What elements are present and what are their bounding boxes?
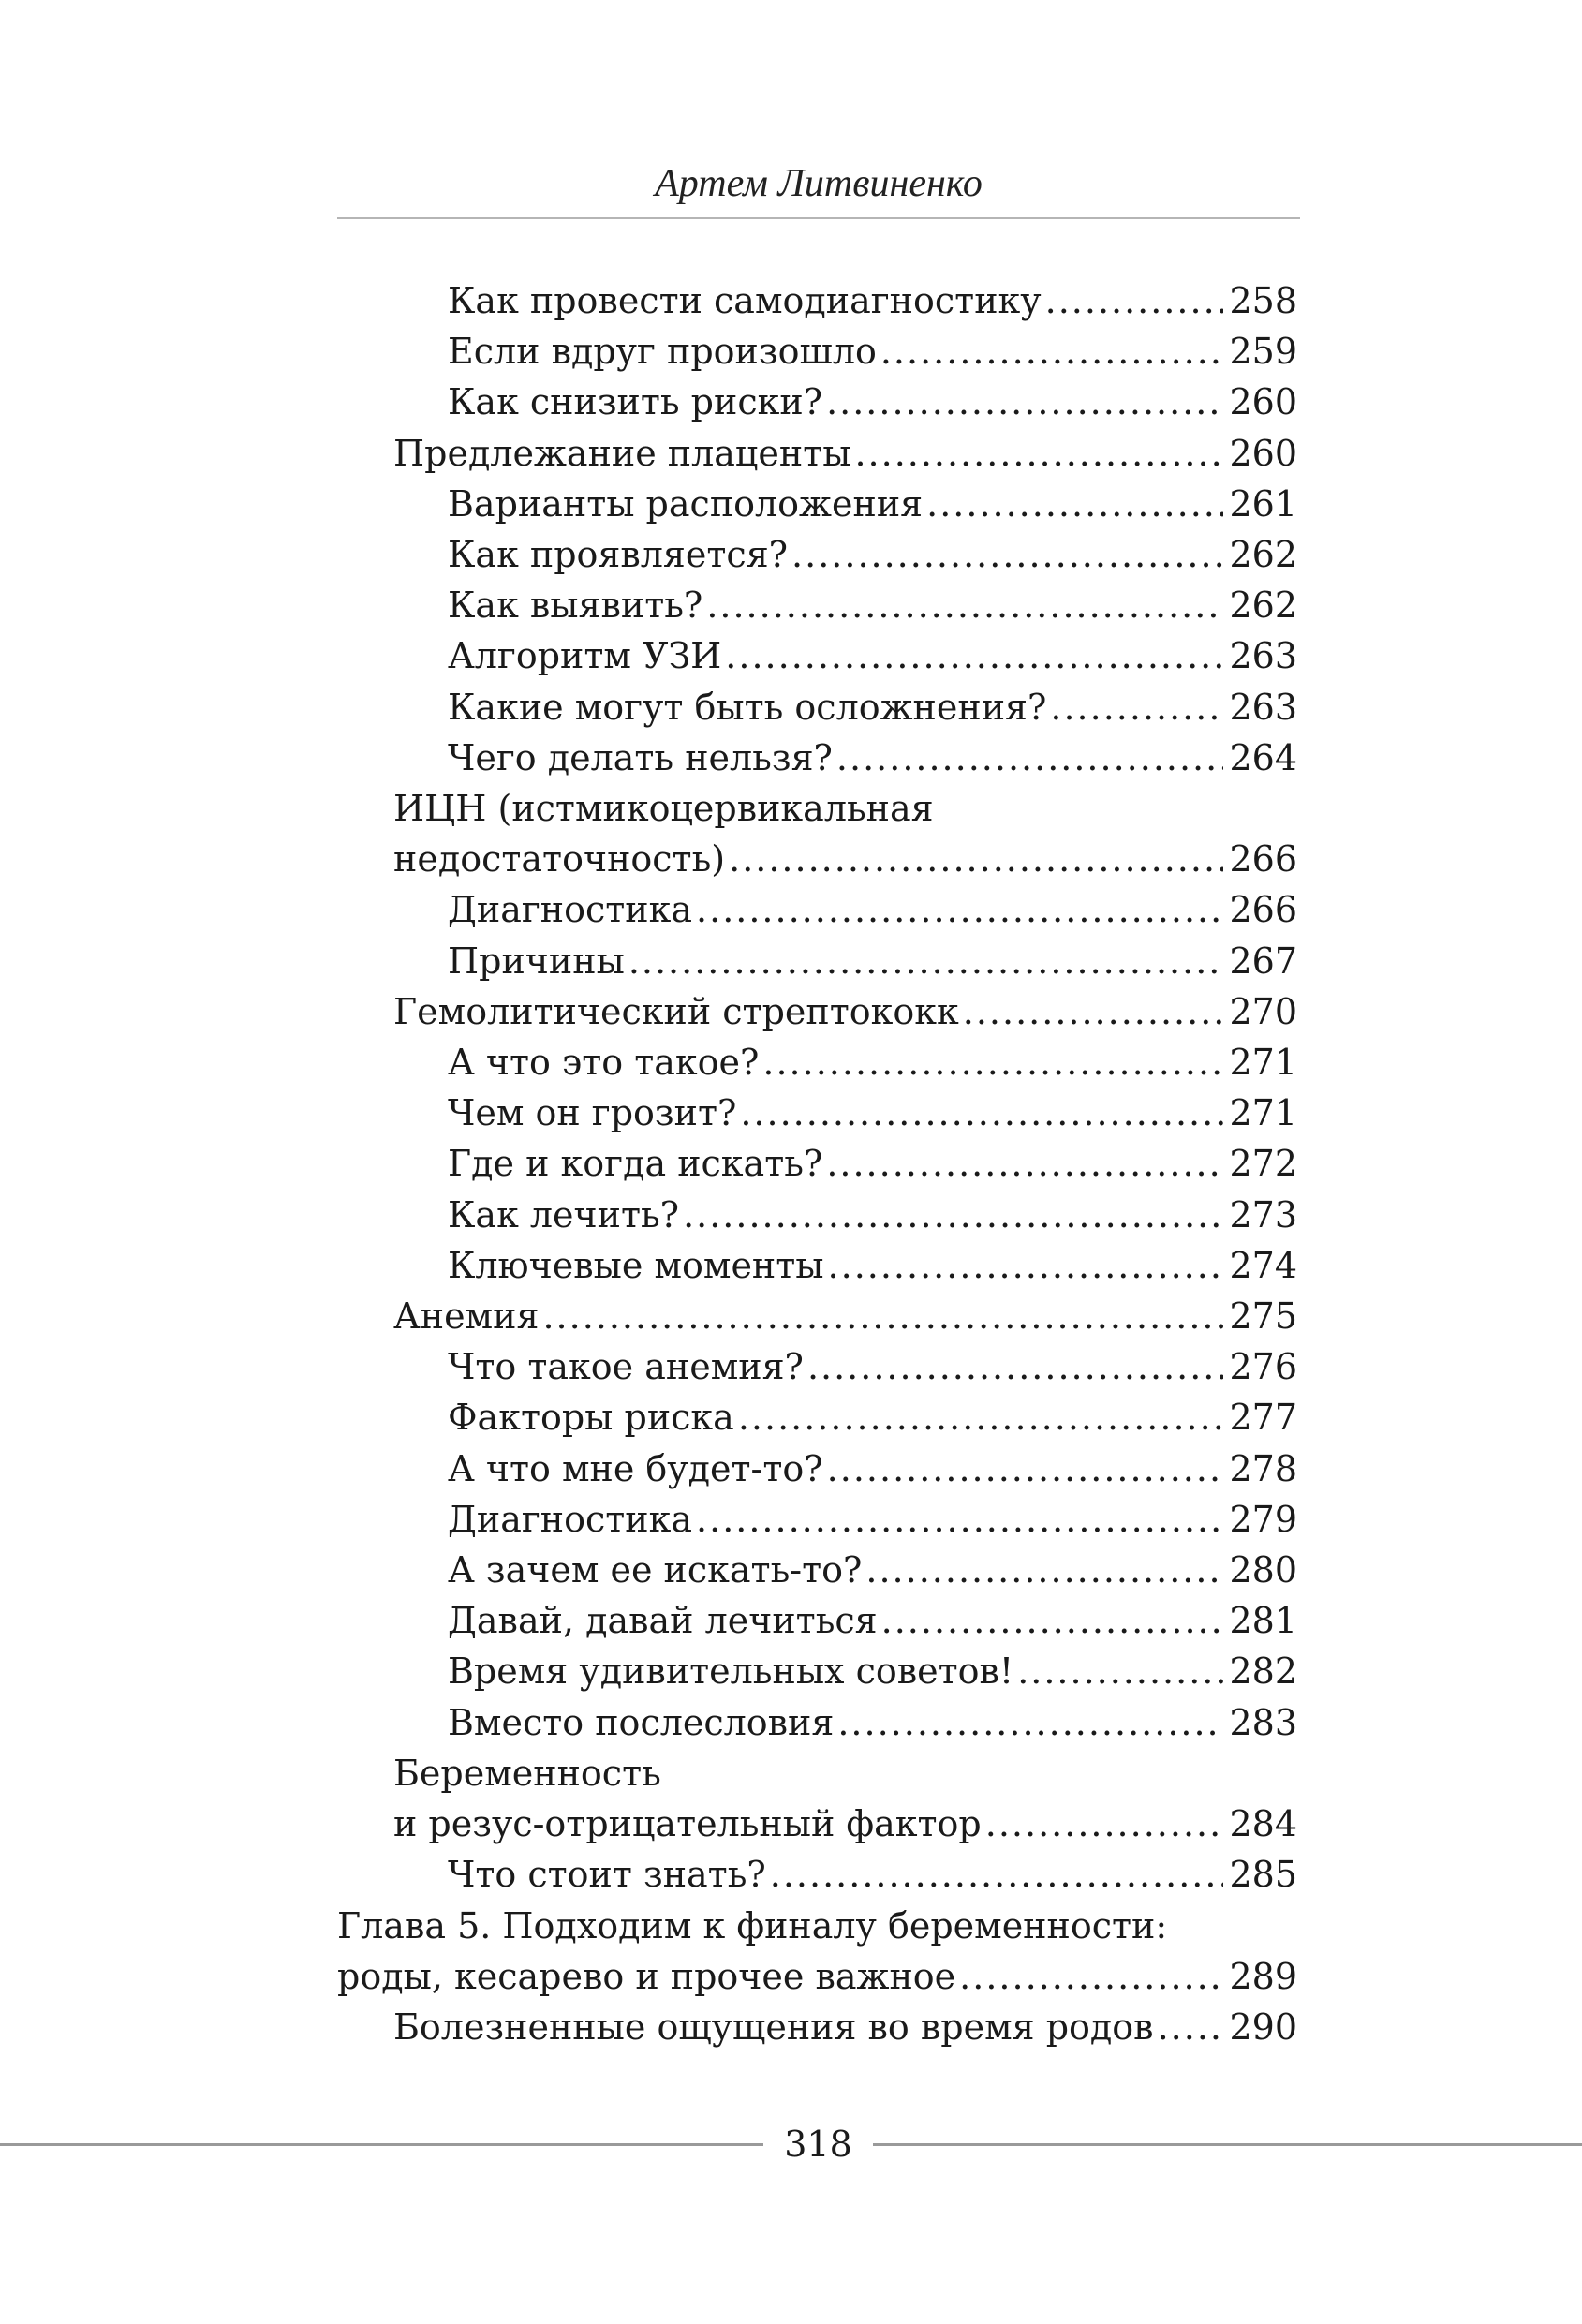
toc-entry-row	[448, 580, 1297, 630]
toc-entry-page: 271	[1229, 1042, 1297, 1084]
toc-entry	[337, 2002, 1297, 2052]
toc-entry	[337, 1849, 1297, 1900]
toc-entry	[337, 936, 1297, 986]
toc-entry	[337, 682, 1297, 733]
dot-leader	[826, 377, 1223, 427]
toc-entry-row	[448, 1138, 1297, 1189]
toc-entry	[337, 733, 1297, 783]
toc-entry-title: Давай, давай лечиться	[448, 1600, 878, 1642]
toc-entry-title: А зачем ее искать-то?	[448, 1549, 863, 1591]
dot-leader	[880, 326, 1224, 377]
toc-entry-page: 266	[1229, 889, 1297, 931]
dot-leader	[683, 1190, 1223, 1240]
toc-entry-row	[448, 1443, 1297, 1494]
toc-entry-title: Время удивительных советов!	[448, 1650, 1014, 1693]
dot-leader	[959, 1951, 1223, 2002]
toc-entry-row	[448, 1240, 1297, 1291]
toc-entry-row	[393, 1799, 1297, 1849]
toc-entry-title-line1: ИЦН (истмикоцервикальная	[393, 788, 934, 830]
toc-entry-title: Диагностика	[448, 1498, 693, 1540]
toc-entry	[337, 1545, 1297, 1595]
toc-entry-row	[448, 1341, 1297, 1392]
toc-entry-title: Как лечить?	[448, 1193, 680, 1236]
dot-leader	[696, 1494, 1223, 1545]
toc-entry	[337, 1088, 1297, 1138]
toc-entry	[337, 1494, 1297, 1545]
toc-entry-title-line1: Беременность	[393, 1752, 661, 1794]
toc-entry-title: и резус-отрицательный фактор	[393, 1803, 982, 1845]
toc-entry-title: Предлежание плаценты	[393, 432, 851, 474]
dot-leader	[807, 1341, 1224, 1392]
toc-entry-page: 277	[1229, 1397, 1297, 1439]
toc-entry-title: Ключевые моменты	[448, 1244, 824, 1286]
toc-entry-row	[393, 2002, 1297, 2052]
toc-entry-page: 266	[1229, 838, 1297, 881]
dot-leader	[854, 428, 1223, 479]
toc-entry-row	[448, 326, 1297, 377]
toc-entry-page: 271	[1229, 1092, 1297, 1134]
toc-entry-title: Как провести самодиагностику	[448, 280, 1042, 321]
running-header	[337, 150, 1300, 219]
toc-entry-row	[448, 1646, 1297, 1696]
toc-entry-title: Анемия	[393, 1295, 540, 1338]
toc-entry-title: Болезненные ощущения во время родов	[393, 2006, 1154, 2048]
toc-entry	[337, 1646, 1297, 1696]
author-name: Артем Литвиненко	[655, 162, 983, 205]
dot-leader	[1017, 1646, 1223, 1696]
toc-entry-page: 275	[1229, 1295, 1297, 1338]
toc-entry-page: 289	[1229, 1955, 1297, 1997]
toc-entry-page: 270	[1229, 990, 1297, 1032]
toc-entry-title: Чем он грозит?	[448, 1092, 737, 1134]
dot-leader	[628, 936, 1224, 986]
toc-entry	[337, 1697, 1297, 1748]
toc-entry-row	[448, 1037, 1297, 1088]
toc-entry-row	[337, 1951, 1297, 2002]
toc-entry-row	[448, 733, 1297, 783]
toc-entry	[337, 986, 1297, 1037]
toc-entry-page: 262	[1229, 585, 1297, 627]
dot-leader	[828, 1240, 1224, 1291]
toc-entry-row	[393, 1291, 1297, 1341]
dot-leader	[963, 986, 1224, 1037]
toc-entry-row	[448, 1697, 1297, 1748]
dot-leader	[762, 1037, 1223, 1088]
dot-leader	[1158, 2002, 1224, 2052]
toc-entry	[337, 783, 1297, 884]
toc-entry-page: 276	[1229, 1346, 1297, 1388]
toc-entry-title: Если вдруг произошло	[448, 331, 877, 373]
toc-entry	[337, 1748, 1297, 1849]
toc-entry-row	[448, 630, 1297, 681]
toc-entry-page: 280	[1229, 1549, 1297, 1591]
toc-entry-title: Вместо послесловия	[448, 1701, 835, 1743]
toc-entry-page: 263	[1229, 635, 1297, 677]
dot-leader	[837, 1697, 1223, 1748]
dot-leader	[791, 529, 1223, 580]
toc-entry	[337, 1341, 1297, 1392]
dot-leader	[1050, 682, 1223, 733]
toc-entry-row	[448, 1494, 1297, 1545]
toc-entry-page: 282	[1229, 1650, 1297, 1693]
dot-leader	[881, 1595, 1224, 1646]
page-footer	[0, 2118, 1582, 2170]
toc-entry-row	[448, 1545, 1297, 1595]
dot-leader	[729, 834, 1223, 884]
toc-entry-page: 284	[1229, 1803, 1297, 1845]
toc-entry-row	[448, 682, 1297, 733]
dot-leader	[738, 1392, 1224, 1443]
toc-entry-page: 283	[1229, 1701, 1297, 1743]
dot-leader	[740, 1088, 1223, 1138]
dot-leader	[1045, 275, 1224, 326]
toc-entry-title: Как снизить риски?	[448, 381, 823, 423]
toc-entry-page: 263	[1229, 686, 1297, 728]
footer-rule-right	[873, 2143, 1582, 2146]
toc-entry-row	[448, 1595, 1297, 1646]
page-number: 318	[784, 2124, 852, 2165]
toc-entry-title: роды, кесарево и прочее важное	[337, 1955, 956, 1997]
toc-entry-title: Варианты расположения	[448, 482, 924, 525]
toc-entry-page: 264	[1229, 736, 1297, 778]
toc-entry	[337, 428, 1297, 479]
dot-leader	[770, 1849, 1224, 1900]
toc-entry-page: 279	[1229, 1498, 1297, 1540]
toc-entry-title: Где и когда искать?	[448, 1143, 823, 1185]
toc-entry	[337, 884, 1297, 935]
toc-entry-row	[448, 529, 1297, 580]
toc-entry	[337, 1037, 1297, 1088]
table-of-contents	[337, 275, 1297, 2052]
toc-entry-title: А что мне будет-то?	[448, 1447, 823, 1489]
toc-entry-page: 278	[1229, 1447, 1297, 1489]
toc-entry-row	[448, 1392, 1297, 1443]
toc-entry-row	[448, 479, 1297, 529]
dot-leader	[706, 580, 1223, 630]
toc-entry-title-line1: Глава 5. Подходим к финалу беременности:	[337, 1904, 1168, 1947]
toc-entry	[337, 1291, 1297, 1341]
toc-entry	[337, 1595, 1297, 1646]
toc-entry-row	[448, 1849, 1297, 1900]
toc-entry-page: 273	[1229, 1193, 1297, 1236]
toc-entry-page: 272	[1229, 1143, 1297, 1185]
toc-entry-row	[448, 1088, 1297, 1138]
toc-entry-page: 261	[1229, 482, 1297, 525]
toc-entry-title: Гемолитический стрептококк	[393, 990, 959, 1032]
toc-entry-row	[393, 834, 1297, 884]
toc-entry-title: Как проявляется?	[448, 534, 789, 576]
toc-entry-title: Что стоит знать?	[448, 1854, 766, 1896]
toc-entry-page: 285	[1229, 1854, 1297, 1896]
toc-entry-title: Диагностика	[448, 889, 693, 931]
toc-entry-title: Как выявить?	[448, 585, 703, 627]
dot-leader	[542, 1291, 1223, 1341]
toc-entry-page: 290	[1229, 2006, 1297, 2048]
toc-entry-title: Какие могут быть осложнения?	[448, 686, 1047, 728]
toc-entry	[337, 1901, 1297, 2002]
toc-entry-page: 274	[1229, 1244, 1297, 1286]
toc-entry	[337, 479, 1297, 529]
toc-entry-row	[448, 936, 1297, 986]
toc-entry-page: 260	[1229, 432, 1297, 474]
toc-entry	[337, 377, 1297, 427]
toc-entry	[337, 275, 1297, 326]
toc-entry-page: 267	[1229, 940, 1297, 982]
toc-entry-title: Чего делать нельзя?	[448, 736, 833, 778]
toc-entry-title: Причины	[448, 940, 625, 982]
dot-leader	[865, 1545, 1223, 1595]
toc-entry-row	[448, 884, 1297, 935]
toc-entry-title: Алгоритм УЗИ	[448, 635, 722, 677]
dot-leader	[836, 733, 1224, 783]
toc-entry-page: 258	[1229, 280, 1297, 321]
toc-entry-row	[393, 428, 1297, 479]
dot-leader	[827, 1443, 1224, 1494]
toc-entry	[337, 1240, 1297, 1291]
dot-leader	[725, 630, 1223, 681]
toc-entry	[337, 529, 1297, 580]
footer-rule-left	[0, 2143, 763, 2146]
toc-entry-title: Факторы риска	[448, 1397, 734, 1439]
toc-entry	[337, 1392, 1297, 1443]
toc-entry	[337, 580, 1297, 630]
toc-entry	[337, 326, 1297, 377]
toc-entry-row	[448, 377, 1297, 427]
toc-entry	[337, 1190, 1297, 1240]
toc-entry-page: 260	[1229, 381, 1297, 423]
dot-leader	[985, 1799, 1224, 1849]
toc-entry	[337, 1138, 1297, 1189]
toc-entry-page: 262	[1229, 534, 1297, 576]
toc-entry-page: 259	[1229, 331, 1297, 373]
toc-entry-title: А что это такое?	[448, 1042, 760, 1084]
dot-leader	[826, 1138, 1223, 1189]
toc-entry	[337, 630, 1297, 681]
toc-entry-title: Что такое анемия?	[448, 1346, 804, 1388]
dot-leader	[926, 479, 1223, 529]
toc-entry	[337, 1443, 1297, 1494]
toc-entry-row	[448, 275, 1297, 326]
toc-entry-title: недостаточность)	[393, 838, 726, 881]
toc-entry-page: 281	[1229, 1600, 1297, 1642]
dot-leader	[696, 884, 1223, 935]
toc-entry-row	[393, 986, 1297, 1037]
toc-entry-row	[448, 1190, 1297, 1240]
